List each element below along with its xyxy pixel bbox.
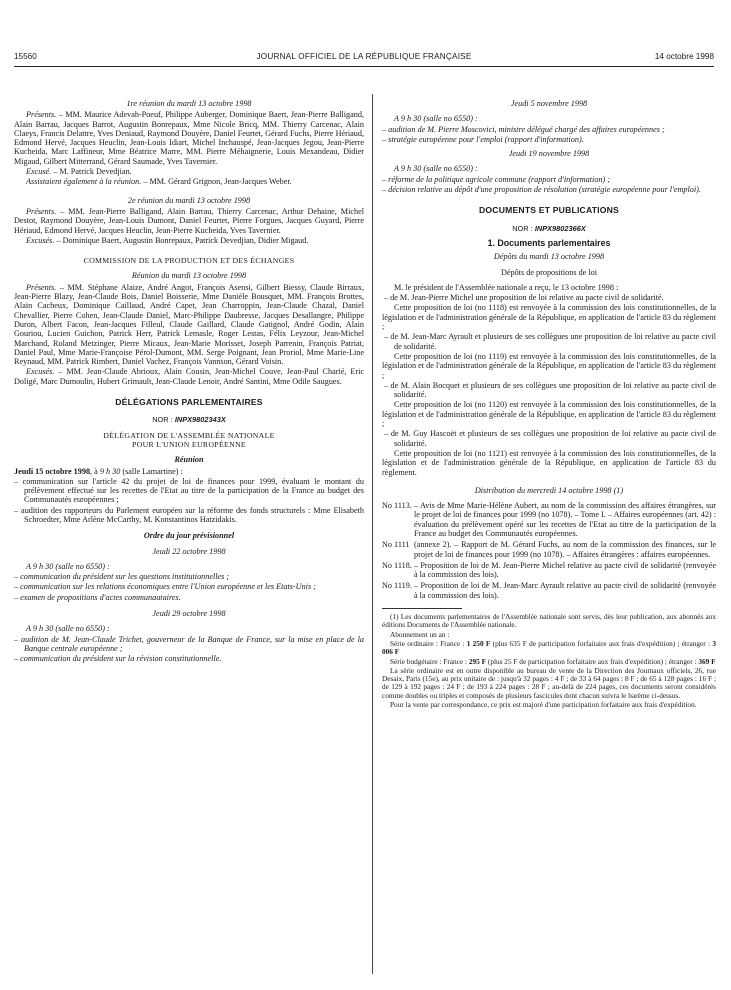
time-room: A 9 h 30 (salle no 6550) : (394, 114, 478, 124)
proposal-item: – de M. Jean-Marc Ayrault et plusieurs de ses collègues une proposition de loi relative au pacte civil de solidarité. (384, 332, 716, 351)
delegations-heading: DÉLÉGATIONS PARLEMENTAIRES (115, 397, 263, 408)
meeting-1-presents: Présents. – MM. Maurice Adevah-Poeuf, Philippe Auberger, Dominique Baert, Jean-Pierre Balligand, Alain Barrau, Jacques Barrot, Augustin Bonrepaux, Mme Nicole Bricq, MM. Thierry Carcenac, Alain Claeys, Francis Delattre, Yves Deniaud, Raymond Douyère, Daniel Feurtet, Gérard Fuchs, Pierre Hériaud, Edmond Hervé, Jacques Heuclin, Jean-Louis Idiart, Michel Inchauspé, Jean-Jacques Jegou, Jean-Pierre Kucheida, Marc Laffineur, Mme Béatrice Marre, MM. Pierre Méhaignerie, Louis Mexandeau, Didier Migaud, Gilbert Mitterrand, Gérard Saumade, Yves Tavernier. (14, 110, 364, 166)
meeting-3-presents: Présents. – MM. Stéphane Alaize, André Angot, François Asensi, Gilbert Biessy, Claude Birraux, Jean-Pierre Blazy, Jean-Claude Bois, Daniel Boisserie, Mme Danièle Bousquet, MM. François Brottes, Alain Cacheux, Dominique Caillaud, André Capet, Jean Charroppin, Jean-Claude Chazal, Daniel Chevallier, Pierre Cohen, Jean-Claude Daniel, Marc-Philippe Daubresse, Jacques Desallangre, Philippe Duron, Albert Facon, Jean-Jacques Filleul, Claude Gaillard, Claude Gatignol, André Godin, Alain Gouriou, Lucien Guichon, Patrick Herr, Patrick Lemasle, Roger Lestas, Félix Leyzour, Jean-Michel Marchand, Roland Metzinger, Pierre Micaux, Jean-Marie Morisset, Joseph Parrenin, François Patriat, Daniel Paul, Mme Marie-Françoise Pérol-Dumont, MM. Serge Poignant, Jean Proriol, Mme Marie-Line Reynaud, MM. Patrick Rimbert, Daniel Vachez, François Vannson, Gérard Voisin. (14, 282, 364, 367)
meeting-3-title: Réunion du mardi 13 octobre 1998 (131, 271, 247, 281)
agenda-item: – communication sur les relations économiques entre l'Union européenne et les Etats-Unis ; (14, 582, 316, 592)
date-19-november: Jeudi 19 novembre 1998 (508, 149, 590, 159)
time-room: A 9 h 30 (salle no 6550) : (26, 624, 110, 634)
header-rule (14, 66, 714, 67)
nor-reference: NOR : INPX9802366X (512, 223, 586, 233)
proposal-item: – de M. Jean-Pierre Michel une proposition de loi relative au pacte civil de solidarité. (384, 293, 664, 303)
agenda-item: – audition de M. Jean-Claude Trichet, gouverneur de la Banque de France, sur la mise en place de la Banque centrale européenne ; (14, 634, 364, 653)
agenda-item: – audition de M. Pierre Moscovici, ministre délégué chargé des affaires européennes ; (382, 124, 665, 134)
proposal-item: – de M. Alain Bocquet et plusieurs de ses collègues une proposition de loi relative au pacte civil de solidarité. (384, 380, 716, 400)
documents-heading: DOCUMENTS ET PUBLICATIONS (479, 205, 619, 216)
left-column (14, 99, 364, 665)
issue-date: 14 octobre 1998 (654, 52, 714, 61)
date-29-october: Jeudi 29 octobre 1998 (152, 609, 226, 619)
agenda-item: – stratégie européenne pour l'emploi (rapport d'information). (382, 134, 584, 144)
meeting-2-excuses: Excusés. – Dominique Baert, Augustin Bonrepaux, Patrick Devedjian, Didier Migaud. (26, 235, 309, 245)
jeudi-15-line: Jeudi 15 octobre 1998, à 9 h 30 (salle Lamartine) : (14, 466, 183, 476)
intro-paragraph: M. le président de l'Assemblée nationale a reçu, le 13 octobre 1998 : (394, 282, 619, 292)
agenda-item: – audition des rapporteurs du Parlement européen sur la réforme des fonds structurels : Mme Elisabeth Schroedter, Mme Arlène McCarthy, M. Konstantinos Hatzidakis. (14, 505, 364, 524)
nor-reference: NOR : INPX9802343X (152, 415, 226, 425)
document-item: No 1113. – Avis de Mme Marie-Hélène Aubert, au nom de la commission des affaires étrangères, sur le projet de loi de finances pour 1999 (no 1078). – Tome I. – Affaires européennes (art. 42) : évaluation du prélèvement opéré sur les recettes de l'Etat au titre de la participation de la France au budget des Communautés européennes. (382, 501, 716, 538)
right-column (382, 99, 716, 710)
referral-paragraph: Cette proposition de loi (no 1118) est renvoyée à la commission des lois constitutionnelles, de la législation et de l'administration générale de la République, en application de l'article 83 du règlement ; (382, 303, 716, 332)
meeting-3-excuses: Excusés. – MM. Jean-Claude Abrioux, Alain Cousin, Jean-Michel Couve, Jean-Paul Charié, Eric Doligé, Marc Dumoulin, Hubert Grimault, Jean-Claude Lenoir, André Santini, Mme Odile Saugues. (14, 367, 364, 386)
depots-date: Dépôts du mardi 13 octobre 1998 (493, 252, 605, 262)
depots-subtitle: Dépôts de propositions de loi (501, 267, 597, 277)
referral-paragraph: Cette proposition de loi (no 1121) est renvoyée à la commission des lois constitutionnelles, de la législation et de l'administration générale de la République, en application de l'article 83 du règlement. (382, 448, 716, 477)
footnote-rule (382, 608, 462, 609)
agenda-item: – réforme de la politique agricole commune (rapport d'information) ; (382, 174, 611, 184)
page-number: 15560 (14, 52, 37, 61)
document-item: No 1118. – Proposition de loi de M. Jean-Pierre Michel relative au pacte civil de solidarité (renvoyée à la commission des lois). (382, 560, 716, 580)
referral-paragraph: Cette proposition de loi (no 1119) est renvoyée à la commission des lois constitutionnelles, de la législation et de l'administration générale de la République, en application de l'article 83 du règlement ; (382, 351, 716, 380)
meeting-1-excuse: Excusé. – M. Patrick Devedjian. (26, 167, 132, 177)
meeting-2-presents: Présents. – MM. Jean-Pierre Balligand, Alain Barrau, Thierry Carcenac, Arthur Dehaine, Michel Destot, Raymond Douyère, Jean-Louis Dumont, Daniel Feurtet, Pierre Forgues, Jacques Guyard, Pierre Hériaud, Edmond Hervé, Jacques Heuclin, Jean-Pierre Kucheida, Yves Tavernier. (14, 206, 364, 235)
agenda-item: – communication du président sur la révision constitutionnelle. (14, 654, 222, 664)
distribution-title: Distribution du mercredi 14 octobre 1998 (1) (474, 485, 624, 495)
referral-paragraph: Cette proposition de loi (no 1120) est renvoyée à la commission des lois constitutionnelles, de la législation et de l'administration générale de la République, en application de l'article 83 du règlement ; (382, 400, 716, 429)
meeting-2-title: 2e réunion du mardi 13 octobre 1998 (127, 195, 251, 205)
meeting-1-title: 1re réunion du mardi 13 octobre 1998 (126, 99, 252, 108)
time-room: A 9 h 30 (salle no 6550) : (394, 164, 478, 174)
document-item: No 1111 (annexe 2). – Rapport de M. Gérard Fuchs, au nom de la commission des finances, sur le projet de loi de finances pour 1999 (no 1078). – Affaires étrangères : affaires européennes. (382, 540, 716, 559)
proposal-item: – de M. Guy Hascoët et plusieurs de ses collègues une proposition de loi relative au pacte civil de solidarité. (384, 429, 716, 448)
column-divider (372, 94, 373, 974)
agenda-item: – examen de propositions d'actes communautaires. (14, 592, 181, 602)
agenda-item: – communication du président sur les questions institutionnelles ; (14, 572, 230, 582)
agenda-item: – décision relative au dépôt d'une proposition de résolution (stratégie européenne pour l'emploi). (382, 185, 701, 195)
section-1-title: 1. Documents parlementaires (487, 237, 611, 248)
journal-title: JOURNAL OFFICIEL DE LA RÉPUBLIQUE FRANÇAISE (256, 52, 472, 61)
provisional-agenda-title: Ordre du jour prévisionnel (143, 531, 235, 541)
document-item: No 1119. – Proposition de loi de M. Jean-Marc Ayrault relative au pacte civil de solidarité (renvoyée à la commission des lois). (382, 581, 716, 600)
meeting-1-assist: Assistaient également à la réunion. – MM. Gérard Grignon, Jean-Jacques Weber. (26, 177, 292, 187)
delegation-title-1: DÉLÉGATION DE L'ASSEMBLÉE NATIONALE (103, 430, 275, 440)
time-room: A 9 h 30 (salle no 6550) : (26, 561, 110, 571)
agenda-item: – communication sur l'article 42 du projet de loi de finances pour 1999, évaluant le montant du prélèvement effectué sur les recettes de l'Etat au titre de la participation de la France au budget des Communautés européennes ; (14, 476, 364, 505)
page-header (14, 52, 714, 66)
date-22-october: Jeudi 22 octobre 1998 (152, 546, 226, 556)
reunion-label: Réunion (174, 455, 204, 465)
footnote: (1) Les documents parlementaires de l'Assemblée nationale sont servis, dès leur publication, aux abonnés aux éditions Documents de l'Assemblée nationale. Abonnement un an : Série ordinaire : France : 1 250 F (plus 635 F de participation forfaitaire aux frais d'expédition) ; étranger : 3 006 F Série budgétaire : France : 295 F (plus 25 F de participation forfaitaire aux frais d'expédition) ; étranger : 369 F La série ordinaire est en outre disponible au bureau de vente de la Direction des Journaux officiels, 26, rue Desaix, Paris (15e), au prix unitaire de : jusqu'à 32 pages : 4 F ; de 33 à 64 pages : 8 F ; de 65 à 128 pages : 16 F ; de 129 à 192 pages : 24 F ; de 193 à 224 pages : 28 F ; au-delà de 224 pages, ces documents seront considérés comme doubles ou triples et composés de plusieurs fascicules dont chacun suivra le barème ci-dessus. Pour la vente par correspondance, ce prix est majoré d'une participation forfaitaire aux frais d'expédition. (382, 612, 716, 710)
commission-title: COMMISSION DE LA PRODUCTION ET DES ÉCHANGES (83, 256, 295, 266)
delegation-title-2: POUR L'UNION EUROPÉENNE (132, 439, 246, 449)
date-5-november: Jeudi 5 novembre 1998 (510, 99, 588, 108)
